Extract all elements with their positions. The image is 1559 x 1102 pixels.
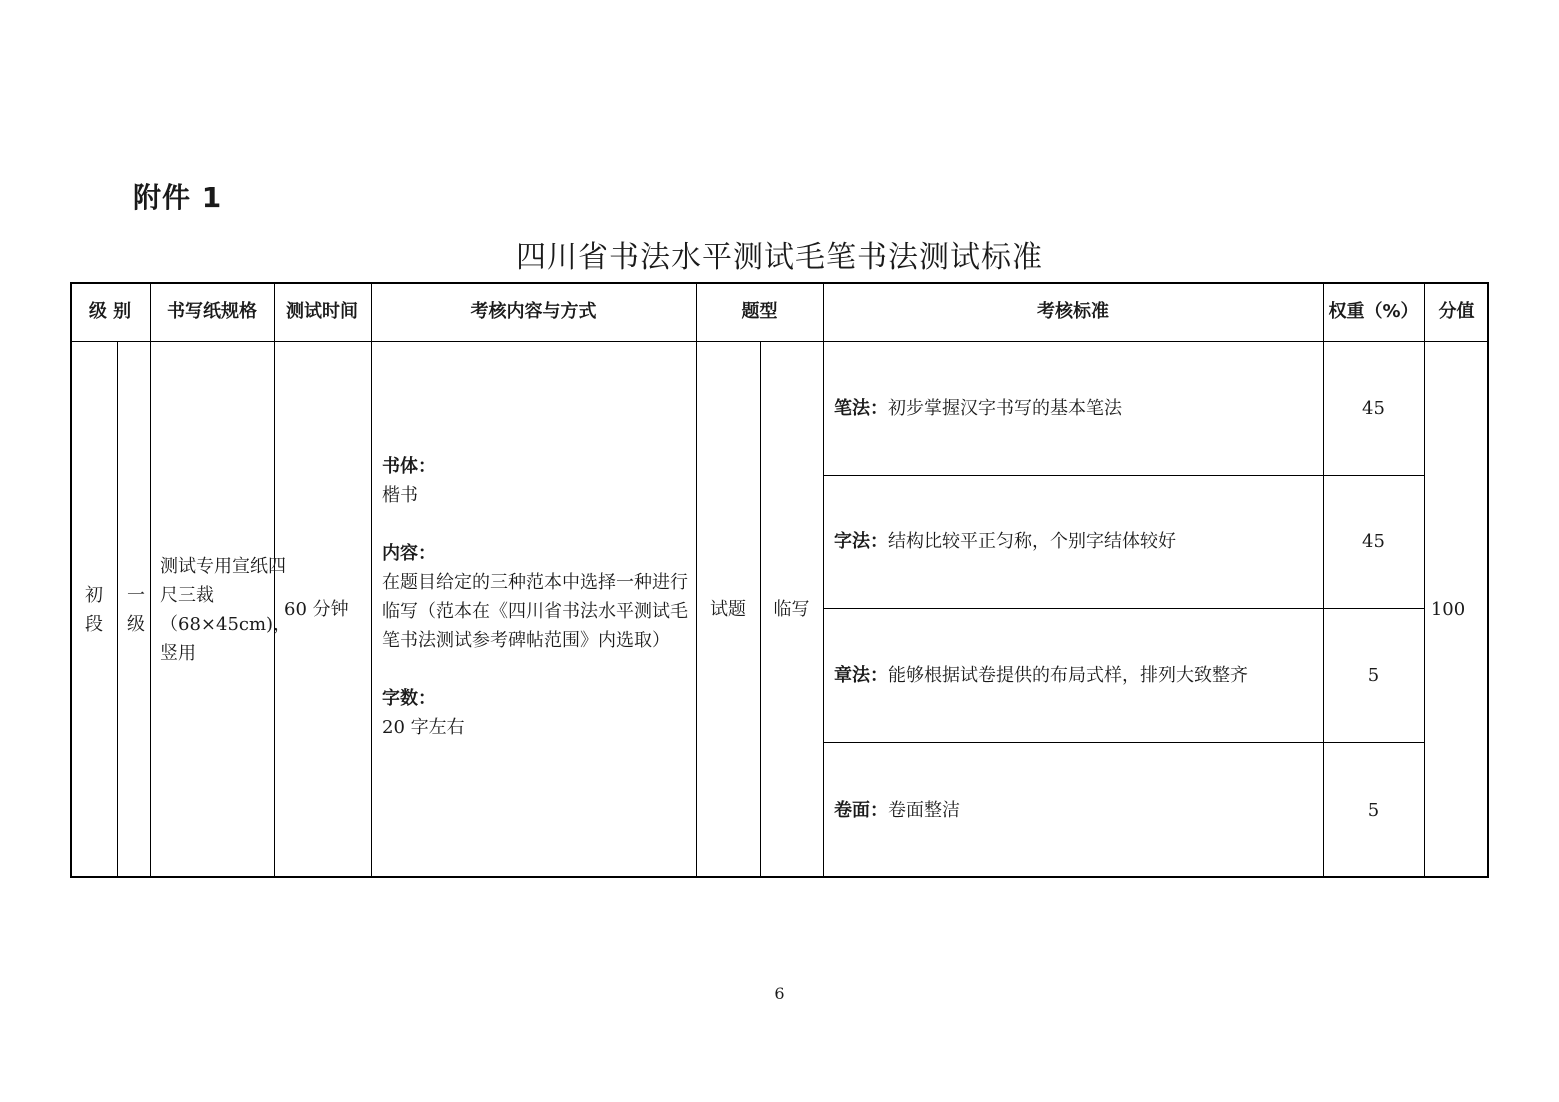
count-label: 字数： (382, 688, 436, 709)
header-score: 分值 (1438, 301, 1475, 322)
attachment-label: 附件 1 (133, 181, 223, 214)
criterion-row (834, 742, 1323, 878)
page-number: 6 (774, 984, 785, 1003)
script-value: 楷书 (382, 485, 418, 506)
header-level: 级 别 (88, 301, 132, 322)
criterion-weight: 5 (1367, 799, 1380, 821)
total-score-cell: 100 (1430, 599, 1466, 620)
question-type-cell: 试题 (710, 599, 746, 620)
criterion-text: 卷面整洁 (888, 799, 960, 821)
header-time: 测试时间 (286, 301, 358, 322)
criterion-weight: 45 (1362, 397, 1385, 419)
criterion-weight: 45 (1362, 531, 1385, 552)
count-value: 20 字左右 (382, 717, 465, 738)
criterion-label: 卷面： (834, 799, 888, 821)
standards-table (70, 282, 1489, 878)
script-label: 书体： (382, 456, 436, 477)
header-standard: 考核标准 (1037, 301, 1109, 322)
content-value: 在题目给定的三种范本中选择一种进行临写（范本在《四川省书法水平测试毛笔书法测试参考碑帖范围》内选取） (382, 572, 688, 651)
criterion-text: 初步掌握汉字书写的基本笔法 (888, 397, 1122, 419)
header-type: 题型 (741, 301, 778, 322)
criterion-label: 章法： (834, 664, 888, 686)
criterion-label: 字法： (834, 531, 888, 552)
content-cell (382, 452, 692, 742)
content-label: 内容： (382, 543, 436, 564)
document-title: 四川省书法水平测试毛笔书法测试标准 (516, 240, 1043, 275)
header-paper: 书写纸规格 (167, 301, 257, 322)
question-mode-cell: 临写 (773, 599, 810, 620)
header-weight: 权重（%） (1328, 301, 1419, 322)
criterion-text: 结构比较平正匀称，个别字结体较好 (888, 531, 1176, 552)
criterion-weight: 5 (1367, 664, 1380, 686)
paper-cell: 测试专用宣纸四尺三裁（68×45cm)，竖用 (160, 555, 292, 664)
time-cell: 60 分钟 (284, 599, 349, 620)
grade-cell: 一级 (127, 584, 145, 635)
criterion-row (834, 608, 1323, 742)
stage-cell: 初段 (85, 584, 103, 635)
criterion-row (834, 475, 1323, 608)
criterion-label: 笔法： (834, 397, 888, 419)
header-content: 考核内容与方式 (470, 301, 597, 322)
criterion-row (834, 341, 1323, 475)
criterion-text: 能够根据试卷提供的布局式样，排列大致整齐 (888, 664, 1248, 686)
